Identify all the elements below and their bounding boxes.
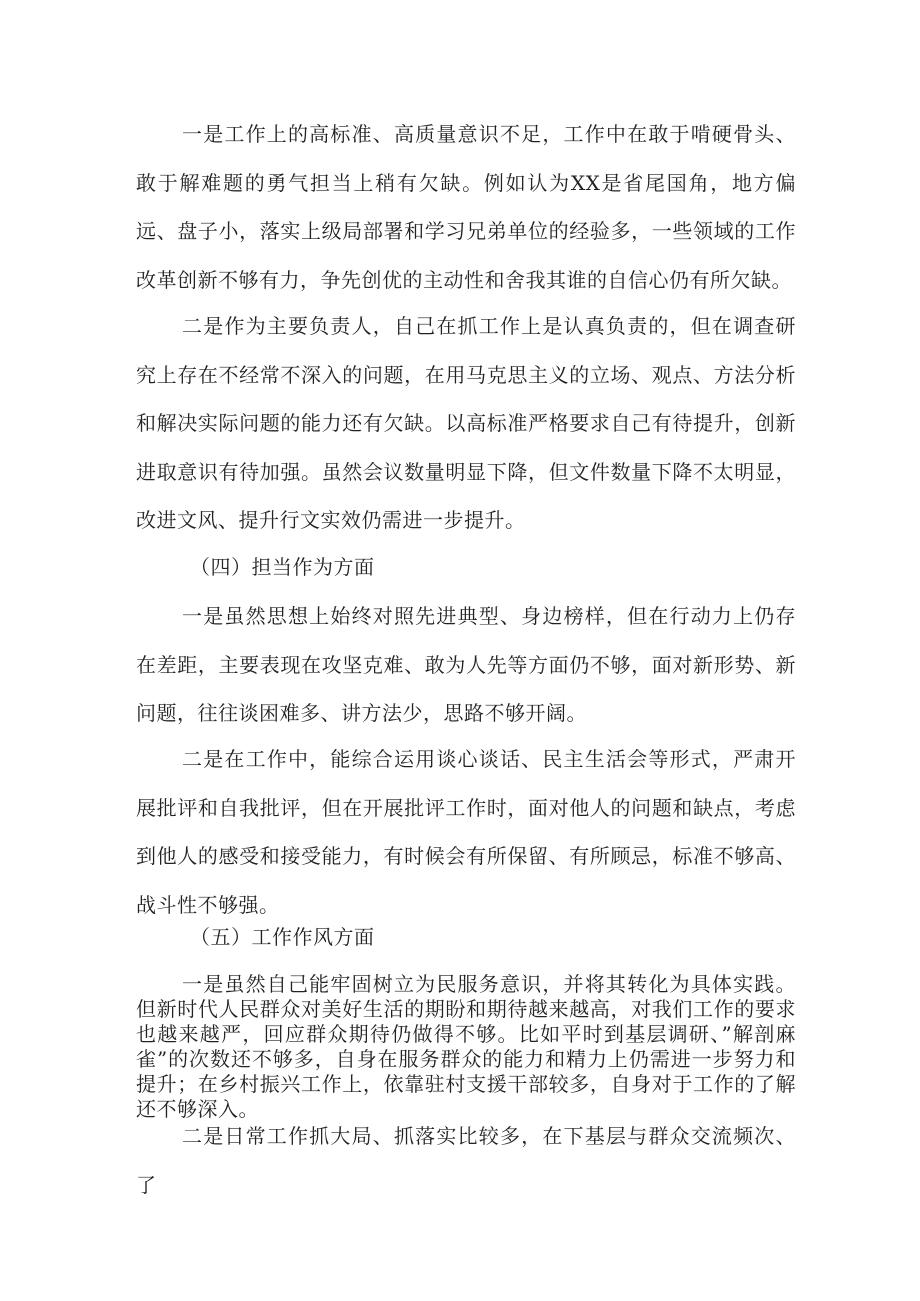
section-heading-5: （五）工作作风方面: [190, 925, 375, 949]
section-heading-4: （四）担当作为方面: [190, 555, 375, 579]
paragraph-1: 一是工作上的高标准、高质量意识不足，工作中在敢于啃硬骨头、敢于解难题的勇气担当上稍有欠缺。例如认为XX是省尾国角，地方偏远、盘子小，落实上级局部署和学习兄弟单位的经验多，一些领域的工作改革创新不够有力，争先创优的主动性和舍我其谁的自信心仍有所欠缺。: [136, 122, 796, 292]
paragraph-3: 一是虽然思想上始终对照先进典型、身边榜样，但在行动力上仍存在差距，主要表现在攻坚克难、敢为人先等方面仍不够，面对新形势、新问题，往往谈困难多、讲方法少，思路不够开阔。: [136, 604, 796, 725]
paragraph-6: 二是日常工作抓大局、抓落实比较多，在下基层与群众交流频次、了: [136, 1124, 796, 1197]
paragraph-5: 一是虽然自己能牢固树立为民服务意识，并将其转化为具体实践。但新时代人民群众对美好生活的期盼和期待越来越高，对我们工作的要求也越来越严，回应群众期待仍做得不够。比如平时到基层调研、”解剖麻雀”的次数还不够多，自身在服务群众的能力和精力上仍需进一步努力和提升；在乡村振兴工作上，依靠驻村支援干部较多，自身对于工作的了解还不够深入。: [136, 972, 796, 1121]
paragraph-4: 二是在工作中，能综合运用谈心谈话、民主生活会等形式，严肃开展批评和自我批评，但在开展批评工作时，面对他人的问题和缺点，考虑到他人的感受和接受能力，有时候会有所保留、有所顾忌，标准不够高、战斗性不够强。: [136, 747, 796, 917]
paragraph-2: 二是作为主要负责人，自己在抓工作上是认真负责的，但在调查研究上存在不经常不深入的问题，在用马克思主义的立场、观点、方法分析和解决实际问题的能力还有欠缺。以高标准严格要求自己有待提升，创新进取意识有待加强。虽然会议数量明显下降，但文件数量下降不太明显，改进文风、提升行文实效仍需进一步提升。: [136, 314, 796, 532]
